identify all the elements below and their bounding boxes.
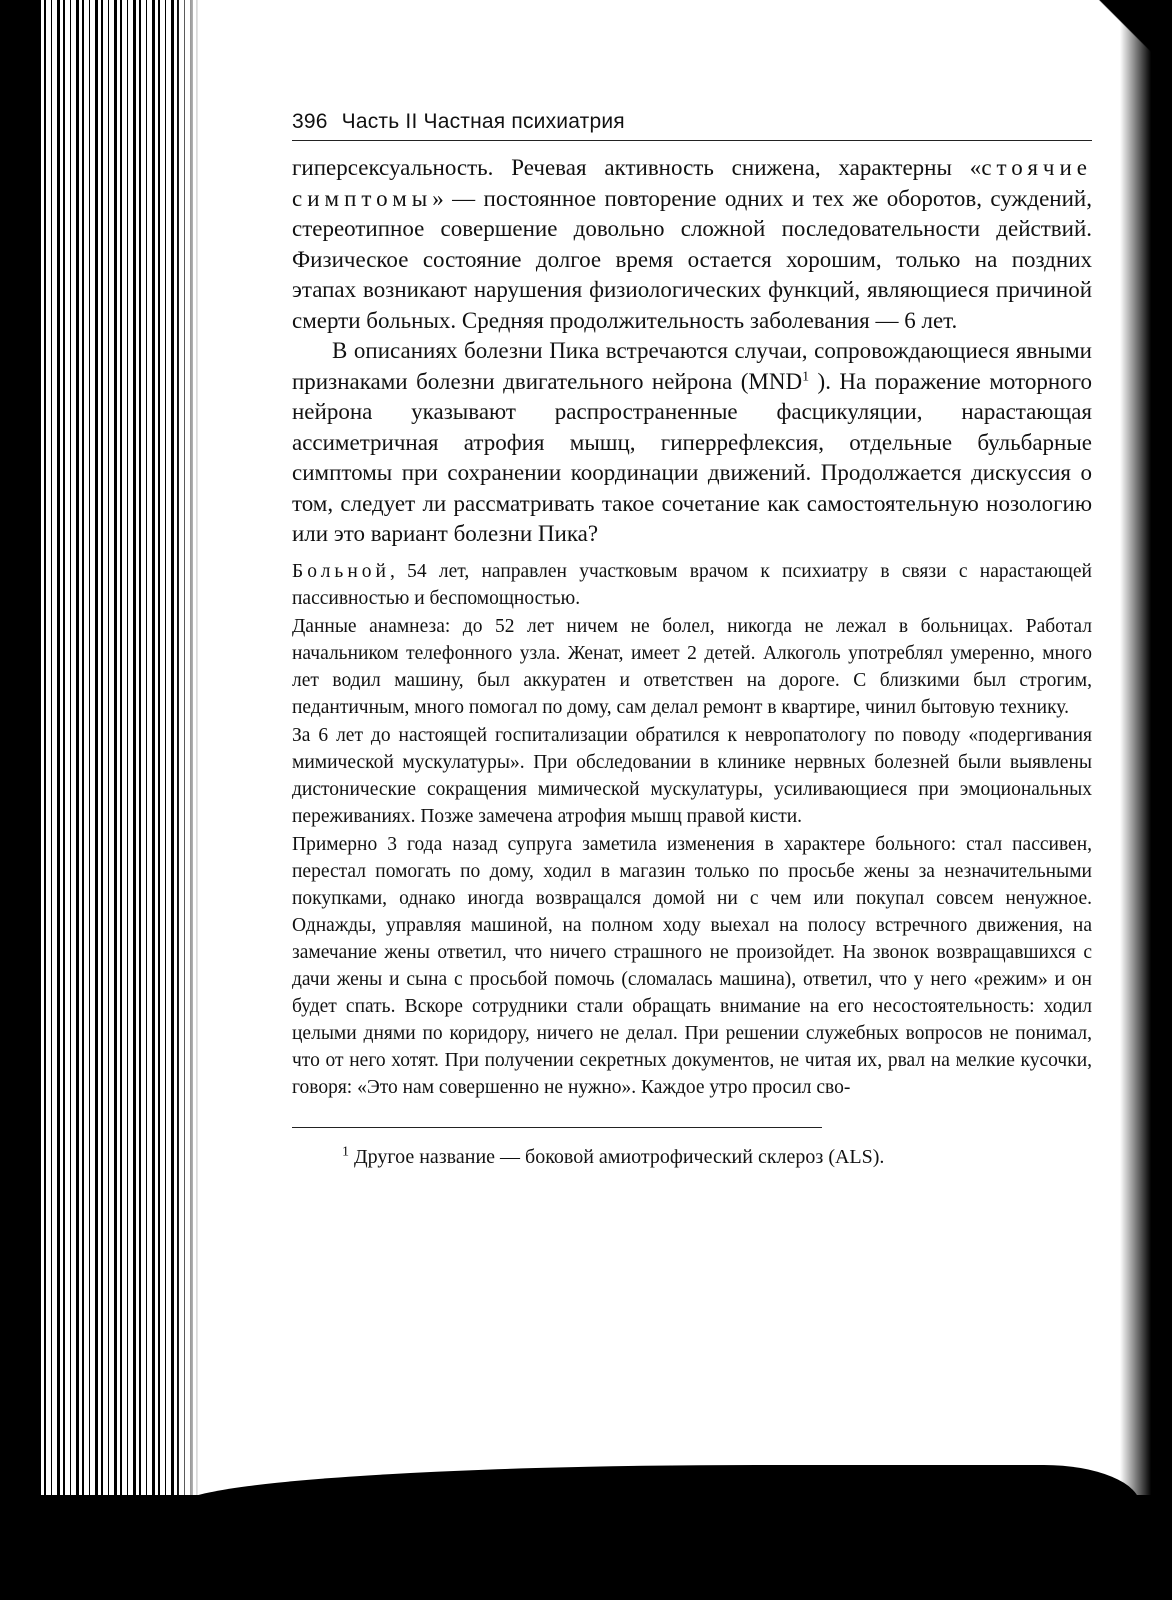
scan-corner-top-right [1092,0,1172,80]
scan-edge-right [1120,0,1172,1600]
section-title: Часть II Частная психиатрия [341,110,625,133]
case-paragraph-2: Данные анамнеза: до 52 лет ничем не болел, никогда не лежал в больницах. Работал начальником телефонного узла. Женат, имеет 2 детей. Алкоголь употреблял умеренно, много лет водил машину, был аккуратен и ответствен на дороге. С близкими был строгим, педантичным, много помогал по дому, сам делал ремонт в квартире, чинил бытовую технику. [292,615,1092,718]
body-paragraph-1 [292,153,1092,336]
body-text: » — постоянное повторение одних и тех же оборотов, суждений, стереотипное совершение довольно сложной последовательности действий. Физическое состояние долгое время остается хорошим, только на поздних этапах возникают нарушения физиологических функций, являющиеся причиной смерти больных. Средняя продолжительность заболевания — 6 лет. [292,185,1092,333]
footnote-marker: 1 [342,1143,349,1159]
footnote [292,1143,1092,1169]
body-paragraph-2 [292,336,1092,550]
body-text: гиперсексуальность. Речевая активность снижена, характерны « [292,155,982,180]
case-study [292,558,1092,1101]
page-number: 396 [292,110,328,133]
scan-edge-bottom [0,1495,1172,1600]
scan-edge-left-solid [0,0,38,1600]
emphasized-term: стоячие симптомы [292,155,1092,211]
body-text: В описаниях болезни Пика встречаются случаи, сопровождающиеся явными признаками болезни двигательного нейрона (MND [292,338,1092,394]
case-patient-label: Больной [292,560,390,582]
case-text: , 54 лет, направлен участковым врачом к психиатру в связи с нарастающей пассивностью и беспомощностью. [292,560,1092,609]
case-paragraph-4: Примерно 3 года назад супруга заметила изменения в характере больного: стал пассивен, перестал помогать по дому, ходил в магазин только по просьбе жены за незначительными покупками, однако иногда возвращался домой ни с чем или покупал совсем ненужное. Однажды, управляя машиной, на полном ходу выехал на полосу встречного движения, на замечание жены ответил, что ничего страшного не произойдет. На звонок возвращавшихся с дачи жены и сына с просьбой помочь (сломалась машина), ответил, что у него «режим» и он будет спать. Вскоре сотрудники стали обращать внимание на его несостоятельность: ходил целыми днями по коридору, ничего не делал. При решении служебных вопросов не понимал, что от него хотят. При получении секретных документов, не читая их, рвал на мелкие кусочки, говоря: «Это нам совершенно не нужно». Каждое утро просил сво- [292,833,1092,1098]
body-text: ). На поражение моторного нейрона указывают распространенные фасцикуляции, нарастающая ассиметричная атрофия мышц, гиперрефлексия, отдельные бульбарные симптомы при сохранении координации движений. Продолжается дискуссия о том, следует ли рассматривать такое сочетание как самостоятельную нозологию или это вариант болезни Пика? [292,368,1092,546]
footnote-divider [292,1127,822,1128]
running-head [292,110,1092,141]
footnote-reference: 1 [802,368,810,384]
case-paragraph-1 [292,558,1092,612]
book-page [292,110,1092,1169]
case-paragraph-3: За 6 лет до настоящей госпитализации обратился к невропатологу по поводу «подергивания мимической мускулатуры». При обследовании в клинике нервных болезней были выявлены дистонические сокращения мимической мускулатуры, усиливающиеся при эмоциональных переживаниях. Позже замечена атрофия мышц правой кисти. [292,724,1092,827]
footnote-text: Другое название — боковой амиотрофический склероз (ALS). [349,1145,885,1168]
